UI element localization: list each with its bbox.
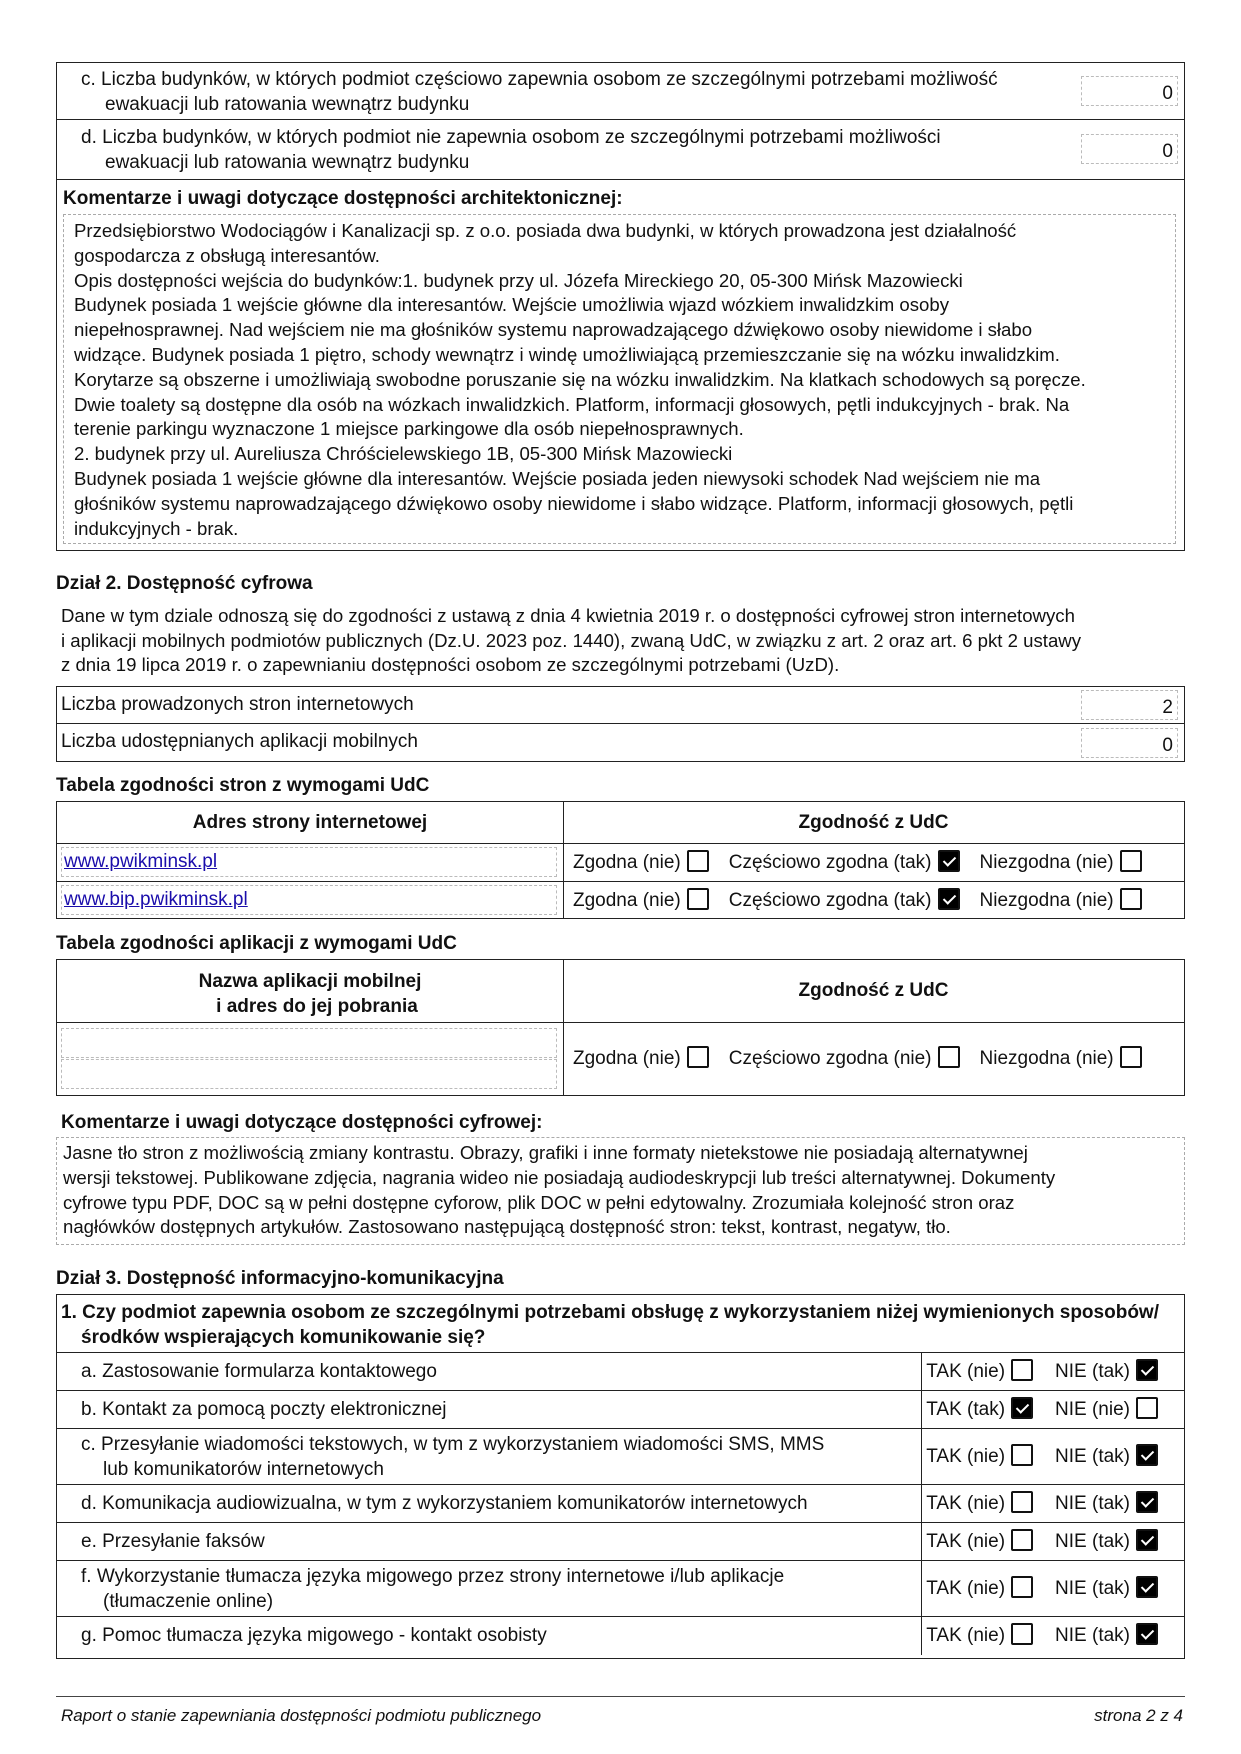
compliance-option[interactable]	[573, 850, 709, 874]
option-label: Zgodna (nie)	[573, 852, 681, 873]
arch-comments-heading: Komentarze i uwagi dotyczące dostępności architektonicznej:	[63, 188, 623, 209]
comment-line: Opis dostępności wejścia do budynków:1. budynek przy ul. Józefa Mireckiego 20, 05-300 Mińsk Mazowiecki	[74, 269, 963, 291]
arch-comments-textarea[interactable]	[63, 214, 1176, 544]
no-option[interactable]	[1055, 1623, 1158, 1647]
checkbox-empty-icon[interactable]	[1120, 850, 1142, 872]
section2-title: Dział 2. Dostępność cyfrowa	[56, 573, 313, 594]
site-url-field[interactable]	[61, 885, 557, 915]
yes-no-options	[926, 1491, 1180, 1515]
compliance-option[interactable]	[729, 850, 960, 874]
no-label: NIE (tak)	[1055, 1531, 1130, 1552]
option-label: Zgodna (nie)	[573, 1048, 681, 1069]
digital-comments-heading: Komentarze i uwagi dotyczące dostępności cyfrowej:	[61, 1112, 543, 1133]
item-label-line: g. Pomoc tłumacza języka migowego - kontakt osobisty	[81, 1625, 547, 1646]
yes-option[interactable]	[926, 1359, 1033, 1383]
websites-count-field[interactable]: 2	[1081, 690, 1178, 720]
sites-table	[56, 801, 1185, 919]
no-label: NIE (tak)	[1055, 1625, 1130, 1646]
yes-option[interactable]	[926, 1397, 1033, 1421]
site-url-link[interactable]: www.bip.pwikminsk.pl	[64, 889, 248, 910]
checkbox-empty-icon[interactable]	[1011, 1623, 1033, 1645]
checkbox-empty-icon[interactable]	[1120, 1046, 1142, 1068]
item-label-line: f. Wykorzystanie tłumacza języka migowego przez strony internetowe i/lub aplikacje	[81, 1566, 785, 1587]
item-label	[81, 1491, 808, 1516]
apps-table	[56, 959, 1185, 1096]
comment-line: Budynek posiada 1 wejście główne dla interesantów. Wejście posiada jeden niewysoki schodek Nad wejściem nie ma	[74, 467, 1041, 489]
intro-line: i aplikacji mobilnych podmiotów publicznych (Dz.U. 2023 poz. 1440), zwaną UdC, w związku z art. 2 oraz art. 6 pkt 2 ustawy	[61, 629, 1082, 651]
option-label: Częściowo zgodna (tak)	[728, 890, 932, 911]
apps-count-field[interactable]: 0	[1081, 728, 1178, 758]
item-label	[81, 1359, 437, 1384]
question-line: 1. Czy podmiot zapewnia osobom ze szczególnymi potrzebami obsługę z wykorzystaniem niżej wymienionych sposobów/	[61, 1302, 1159, 1323]
no-label: NIE (nie)	[1055, 1399, 1130, 1420]
apps-col-name-header	[57, 969, 563, 1019]
item-label-line: e. Przesyłanie faksów	[81, 1531, 265, 1552]
yes-label: TAK (nie)	[926, 1531, 1006, 1552]
communication-item-row	[57, 1522, 1184, 1561]
item-label-line: (tłumaczenie online)	[103, 1591, 274, 1612]
comment-line: wersji tekstowej. Publikowane zdjęcia, nagrania wideo nie posiadają audiodeskrypcji lub treści alternatywnej. Dokumenty	[63, 1166, 1056, 1188]
option-label: Niezgodna (nie)	[979, 890, 1114, 911]
checkbox-empty-icon[interactable]	[1011, 1576, 1033, 1598]
compliance-option[interactable]	[729, 888, 960, 912]
item-label	[81, 1529, 265, 1554]
comment-line: Przedsiębiorstwo Wodociągów i Kanalizacji sp. z o.o. posiada dwa budynki, w których prowadzona jest działalność	[74, 220, 1017, 241]
checkbox-empty-icon[interactable]	[1120, 888, 1142, 910]
comment-line: Budynek posiada 1 wejście główne dla interesantów. Wejście umożliwia wjazd wózkiem inwalidzkim osoby	[74, 294, 950, 316]
yes-no-options	[926, 1444, 1180, 1468]
compliance-option[interactable]	[980, 888, 1142, 912]
checkbox-empty-icon[interactable]	[1011, 1359, 1033, 1381]
yes-label: TAK (nie)	[926, 1578, 1006, 1599]
comment-line: Jasne tło stron z możliwością zmiany kontrastu. Obrazy, grafiki i inne formaty nietekstowe nie posiadają alternatywnej	[63, 1142, 1028, 1163]
item-label	[81, 1623, 547, 1648]
comment-line: Dwie toalety są dostępne dla osób na wózkach inwalidzkich. Platform, informacji głosowych, pętli indukcyjnych - brak. Na	[74, 393, 1070, 415]
label-line: c. Liczba budynków, w których podmiot częściowo zapewnia osobom ze szczególnymi potrzebami możliwość	[81, 69, 998, 90]
header-line: Nazwa aplikacji mobilnej	[198, 971, 422, 992]
item-label	[81, 1397, 446, 1422]
sites-col-address-header: Adres strony internetowej	[192, 812, 428, 833]
item-label-line: b. Kontakt za pomocą poczty elektronicznej	[81, 1399, 447, 1420]
option-label: Częściowo zgodna (nie)	[728, 1048, 932, 1069]
item-label-line: c. Przesyłanie wiadomości tekstowych, w tym z wykorzystaniem wiadomości SMS, MMS	[81, 1434, 825, 1455]
comment-line: 2. budynek przy ul. Aureliusza Chróścielewskiego 1B, 05-300 Mińsk Mazowiecki	[74, 443, 733, 465]
comment-line: terenie parkingu wyznaczone 1 miejsce parkingowe dla osób niepełnosprawnych.	[74, 418, 744, 440]
buildings-row-c	[56, 62, 1185, 120]
row-label	[81, 125, 941, 175]
site-compliance-options	[573, 888, 1142, 912]
checkbox-empty-icon[interactable]	[1136, 1397, 1158, 1419]
option-label: Częściowo zgodna (tak)	[728, 852, 932, 873]
sites-col-compliance-header: Zgodność z UdC	[798, 812, 949, 833]
buildings-row-d	[56, 120, 1185, 180]
communication-item-row	[57, 1616, 1184, 1655]
option-label: Niezgodna (nie)	[979, 1048, 1114, 1069]
comment-line: gospodarcza z obsługą interesantów.	[74, 244, 380, 266]
section3-table	[56, 1294, 1185, 1659]
app-address-field[interactable]	[61, 1059, 557, 1089]
checkbox-empty-icon[interactable]	[1011, 1529, 1033, 1551]
communication-item-row	[57, 1352, 1184, 1391]
yes-no-options	[926, 1359, 1180, 1383]
option-label: Zgodna (nie)	[573, 890, 681, 911]
yes-option[interactable]	[926, 1491, 1033, 1515]
row-label	[81, 67, 998, 117]
no-label: NIE (tak)	[1055, 1361, 1130, 1382]
checkbox-empty-icon[interactable]	[687, 1046, 709, 1068]
comment-line: głośników systemu naprowadzającego dźwiękowo osoby niewidome i słabo widzące. Platform, informacji głosowych, pętli	[74, 492, 1074, 514]
no-label: NIE (tak)	[1055, 1578, 1130, 1599]
compliance-option[interactable]	[573, 1046, 709, 1070]
no-option[interactable]	[1055, 1397, 1158, 1421]
item-label-line: a. Zastosowanie formularza kontaktowego	[81, 1361, 437, 1382]
websites-count-row	[56, 686, 1185, 724]
checkbox-checked-icon[interactable]	[1136, 1529, 1158, 1551]
no-option[interactable]	[1055, 1529, 1158, 1553]
comment-line: widzące. Budynek posiada 1 piętro, schody wewnątrz i windę umożliwiającą przemieszczanie się na wózku inwalidzkim.	[74, 343, 1060, 365]
compliance-option[interactable]	[573, 888, 709, 912]
digital-comments-textarea[interactable]	[56, 1137, 1185, 1245]
comment-line: indukcyjnych - brak.	[74, 517, 239, 539]
section2-intro	[61, 604, 1081, 678]
sites-table-title: Tabela zgodności stron z wymogami UdC	[56, 775, 430, 796]
apps-table-title: Tabela zgodności aplikacji z wymogami UdC	[56, 933, 457, 954]
no-option[interactable]	[1055, 1576, 1158, 1600]
label-line: d. Liczba budynków, w których podmiot nie zapewnia osobom ze szczególnymi potrzebami możliwości	[81, 127, 941, 148]
site-url-field[interactable]	[61, 847, 557, 877]
item-label	[81, 1564, 784, 1614]
yes-option[interactable]	[926, 1444, 1033, 1468]
no-option[interactable]	[1055, 1491, 1158, 1515]
question-1	[61, 1300, 1159, 1350]
checkbox-checked-icon[interactable]	[1011, 1397, 1033, 1419]
yes-label: TAK (nie)	[926, 1361, 1006, 1382]
checkbox-empty-icon[interactable]	[1011, 1491, 1033, 1513]
checkbox-empty-icon[interactable]	[687, 850, 709, 872]
header-line: i adres do jej pobrania	[216, 996, 418, 1017]
checkbox-checked-icon[interactable]	[1136, 1491, 1158, 1513]
no-label: NIE (tak)	[1055, 1493, 1130, 1514]
yes-option[interactable]	[926, 1576, 1033, 1600]
checkbox-checked-icon[interactable]	[938, 888, 960, 910]
no-option[interactable]	[1055, 1359, 1158, 1383]
apps-col-compliance-header: Zgodność z UdC	[798, 980, 949, 1001]
communication-item-row	[57, 1390, 1184, 1429]
label-line: ewakuacji lub ratowania wewnątrz budynku	[105, 152, 470, 173]
no-label: NIE (tak)	[1055, 1446, 1130, 1467]
checkbox-checked-icon[interactable]	[1136, 1576, 1158, 1598]
compliance-option[interactable]	[729, 1046, 960, 1070]
footer-title: Raport o stanie zapewniania dostępności podmiotu publicznego	[61, 1706, 542, 1725]
apps-count-label: Liczba udostępnianych aplikacji mobilnych	[61, 731, 418, 752]
compliance-option[interactable]	[980, 1046, 1142, 1070]
checkbox-checked-icon[interactable]	[1136, 1359, 1158, 1381]
yes-label: TAK (nie)	[926, 1446, 1006, 1467]
arch-comments-block	[56, 180, 1185, 551]
site-compliance-options	[573, 850, 1142, 874]
comment-line: nagłówków dostępnych artykułów. Zastosowano następującą dostępność stron: tekst, kontrast, negatyw, tło.	[63, 1216, 951, 1238]
communication-item-row	[57, 1560, 1184, 1617]
yes-no-options	[926, 1397, 1180, 1421]
checkbox-empty-icon[interactable]	[1011, 1444, 1033, 1466]
app-name-field[interactable]	[61, 1028, 557, 1058]
buildings-none-count-field[interactable]: 0	[1081, 134, 1178, 164]
checkbox-checked-icon[interactable]	[1136, 1444, 1158, 1466]
item-label	[81, 1432, 824, 1482]
no-option[interactable]	[1055, 1444, 1158, 1468]
item-label-line: d. Komunikacja audiowizualna, w tym z wykorzystaniem komunikatorów internetowych	[81, 1493, 808, 1514]
checkbox-empty-icon[interactable]	[938, 1046, 960, 1068]
site-url-link[interactable]: www.pwikminsk.pl	[64, 851, 218, 872]
checkbox-checked-icon[interactable]	[938, 850, 960, 872]
compliance-option[interactable]	[980, 850, 1142, 874]
question-line: środków wspierających komunikowanie się?	[81, 1327, 486, 1348]
yes-option[interactable]	[926, 1529, 1033, 1553]
communication-item-row	[57, 1428, 1184, 1485]
intro-line: z dnia 19 lipca 2019 r. o zapewnianiu dostępności osobom ze szczególnymi potrzebami (UzD).	[61, 654, 840, 676]
yes-option[interactable]	[926, 1623, 1033, 1647]
intro-line: Dane w tym dziale odnoszą się do zgodności z ustawą z dnia 4 kwietnia 2019 r. o dostępności cyfrowej stron internetowych	[61, 605, 1075, 626]
item-label-line: lub komunikatorów internetowych	[103, 1459, 384, 1480]
apps-count-row	[56, 724, 1185, 762]
section3-title: Dział 3. Dostępność informacyjno-komunikacyjna	[56, 1268, 504, 1289]
yes-label: TAK (nie)	[926, 1493, 1006, 1514]
yes-label: TAK (tak)	[926, 1399, 1006, 1420]
yes-no-options	[926, 1623, 1180, 1647]
checkbox-checked-icon[interactable]	[1136, 1623, 1158, 1645]
app-compliance-options	[573, 1046, 1142, 1070]
checkbox-empty-icon[interactable]	[687, 888, 709, 910]
footer-page-number: strona 2 z 4	[1094, 1706, 1183, 1725]
buildings-partial-count-field[interactable]: 0	[1081, 76, 1178, 106]
comment-line: cyfrowe typu PDF, DOC są w pełni dostępne cyforow, plik DOC w pełni edytowalny. Zrozumiała kolejność stron oraz	[63, 1191, 1015, 1213]
yes-label: TAK (nie)	[926, 1625, 1006, 1646]
yes-no-options	[926, 1529, 1180, 1553]
comment-line: niepełnosprawnej. Nad wejściem nie ma głośników systemu naprowadzającego dźwiękowo osoby niewidome i słabo	[74, 319, 1033, 341]
yes-no-options	[926, 1576, 1180, 1600]
comment-line: Korytarze są obszerne i umożliwiają swobodne poruszanie się na wózku inwalidzkim. Na klatkach schodowych są poręcze.	[74, 368, 1086, 390]
label-line: ewakuacji lub ratowania wewnątrz budynku	[105, 94, 470, 115]
option-label: Niezgodna (nie)	[979, 852, 1114, 873]
websites-count-label: Liczba prowadzonych stron internetowych	[61, 694, 414, 715]
footer-divider	[56, 1696, 1185, 1697]
communication-item-row	[57, 1484, 1184, 1523]
